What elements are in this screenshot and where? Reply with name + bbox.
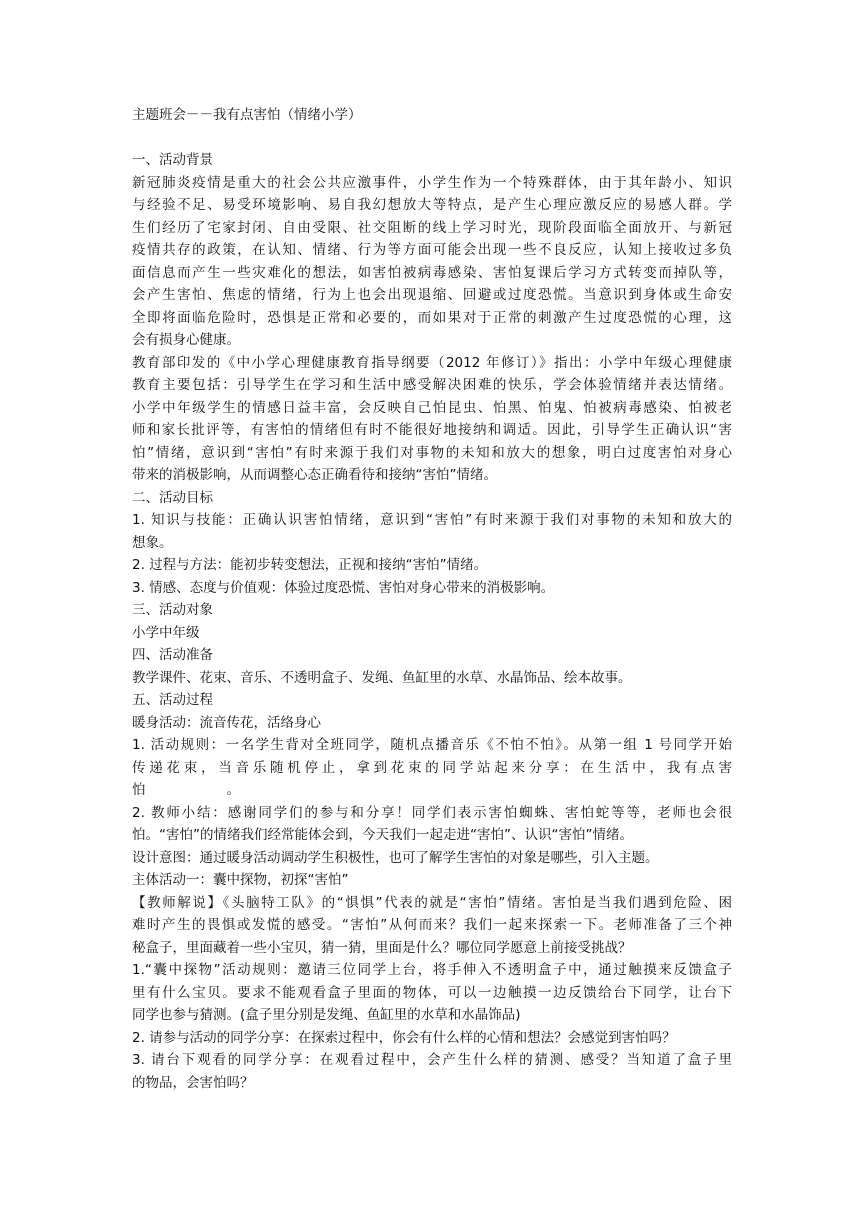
process-line: 2. 教师小结：感谢同学们的参与和分享！同学们表示害怕蜘蛛、害怕蛇等等，老师也会很 [132, 804, 732, 821]
goal-item: 1. 知识与技能：正确认识害怕情绪，意识到“害怕”有时来源于我们对事物的未知和放大的 [132, 512, 732, 528]
design-intent: 设计意图：通过暖身活动调动学生积极性，也可了解学生害怕的对象是哪些，引入主题。 [132, 849, 659, 866]
paragraph-line: 面信息而产生一些灾难化的想法，如害怕被病毒感染、害怕复课后学习方式转变而掉队等， [132, 264, 732, 281]
paragraph-line: 师和家长批评等，有害怕的情绪但有时不能很好地接纳和调适。因此，引导学生正确认识“害 [132, 422, 732, 438]
paragraph-line: 小学中年级学生的情感日益丰富，会反映自己怕昆虫、怕黑、怕鬼、怕被病毒感染、怕被老 [132, 399, 732, 416]
process-line: 难时产生的畏惧或发慌的感受。“害怕”从何而来？我们一起来探索一下。老师准备了三个神 [132, 917, 732, 933]
process-line: 怕 。 [132, 782, 240, 798]
paragraph-line: 全即将面临危险时，恐惧是正常和必要的，而如果对于正常的刺激产生过度恐慌的心理，这 [132, 309, 732, 326]
document-body [132, 104, 732, 1094]
warmup-title: 暖身活动：流音传花，活络身心 [132, 714, 321, 731]
goal-item: 3. 情感、态度与价值观：体验过度恐慌、害怕对身心带来的消极影响。 [132, 579, 555, 596]
process-line: 1.“囊中探物”活动规则：邀请三位同学上台，将手伸入不透明盒子中，通过触摸来反馈盒子 [132, 962, 732, 978]
paragraph-line: 生们经历了宅家封闭、自由受限、社交阻断的线上学习时光，现阶段面临全面放开、与新冠 [132, 219, 732, 236]
process-line: 【教师解说】《头脑特工队》的“惧惧”代表的就是“害怕”情绪。害怕是当我们遇到危险、困 [132, 894, 732, 911]
paragraph-line: 新冠肺炎疫情是重大的社会公共应激事件，小学生作为一个特殊群体，由于其年龄小、知识 [132, 174, 732, 191]
process-line: 2. 请参与活动的同学分享：在探索过程中，你会有什么样的心情和想法？会感觉到害怕吗？ [132, 1029, 676, 1046]
paragraph-line: 教育主要包括：引导学生在学习和生活中感受解决困难的快乐，学会体验情绪并表达情绪。 [132, 377, 732, 393]
process-line: 3. 请台下观看的同学分享：在观看过程中，会产生什么样的猜测、感受？当知道了盒子里 [132, 1052, 732, 1068]
section-heading-prep: 四、活动准备 [132, 647, 213, 663]
paragraph-line: 疫情共存的政策，在认知、情绪、行为等方面可能会出现一些不良反应，认知上接收过多负 [132, 242, 732, 258]
blank-line [132, 127, 732, 150]
paragraph-line: 会有损身心健康。 [132, 332, 240, 348]
paragraph-line: 会产生害怕、焦虑的情绪，行为上也会出现退缩、回避或过度恐慌。当意识到身体或生命安 [132, 287, 732, 303]
process-line: 传递花束，当音乐随机停止，拿到花束的同学站起来分享：在生活中，我有点害 [132, 759, 732, 776]
audience-text: 小学中年级 [132, 624, 200, 641]
section-heading-process: 五、活动过程 [132, 692, 213, 708]
document-title: 主题班会－－我有点害怕（情绪小学） [132, 107, 362, 123]
section-heading-goals: 二、活动目标 [132, 489, 213, 506]
section-heading-background: 一、活动背景 [132, 152, 213, 168]
paragraph-line: 带来的消极影响，从而调整心态正确看待和接纳“害怕”情绪。 [132, 467, 497, 483]
goal-item: 2. 过程与方法：能初步转变想法，正视和接纳“害怕”情绪。 [132, 557, 488, 573]
process-line: 秘盒子，里面藏着一些小宝贝，猜一猜，里面是什么？哪位同学愿意上前接受挑战？ [132, 939, 632, 956]
process-line: 1. 活动规则：一名学生背对全班同学，随机点播音乐《不怕不怕》。从第一组 1 号同学开始 [132, 737, 732, 753]
process-line: 的物品，会害怕吗？ [132, 1074, 254, 1091]
main-activity-title: 主体活动一：囊中探物，初探“害怕” [132, 872, 349, 888]
goal-item-continued: 想象。 [132, 534, 173, 551]
paragraph-line: 怕”情绪，意识到“害怕”有时来源于我们对事物的未知和放大的想象，明白过度害怕对身心 [132, 444, 732, 461]
section-heading-audience: 三、活动对象 [132, 602, 213, 618]
process-line: 同学也参与猜测。(盒子里分别是发绳、鱼缸里的水草和水晶饰品) [132, 1007, 521, 1023]
process-line: 里有什么宝贝。要求不能观看盒子里面的物体，可以一边触摸一边反馈给台下同学，让台下 [132, 984, 732, 1001]
process-line: 怕。“害怕”的情绪我们经常能体会到，今天我们一起走进“害怕”、认识“害怕”情绪。 [132, 827, 633, 843]
prep-text: 教学课件、花束、音乐、不透明盒子、发绳、鱼缸里的水草、水晶饰品、绘本故事。 [132, 669, 632, 686]
paragraph-line: 与经验不足、易受环境影响、易自我幻想放大等特点，是产生心理应激反应的易感人群。学 [132, 197, 732, 213]
paragraph-line: 教育部印发的《中小学心理健康教育指导纲要（2012 年修订）》指出：小学中年级心理健康 [132, 354, 732, 371]
